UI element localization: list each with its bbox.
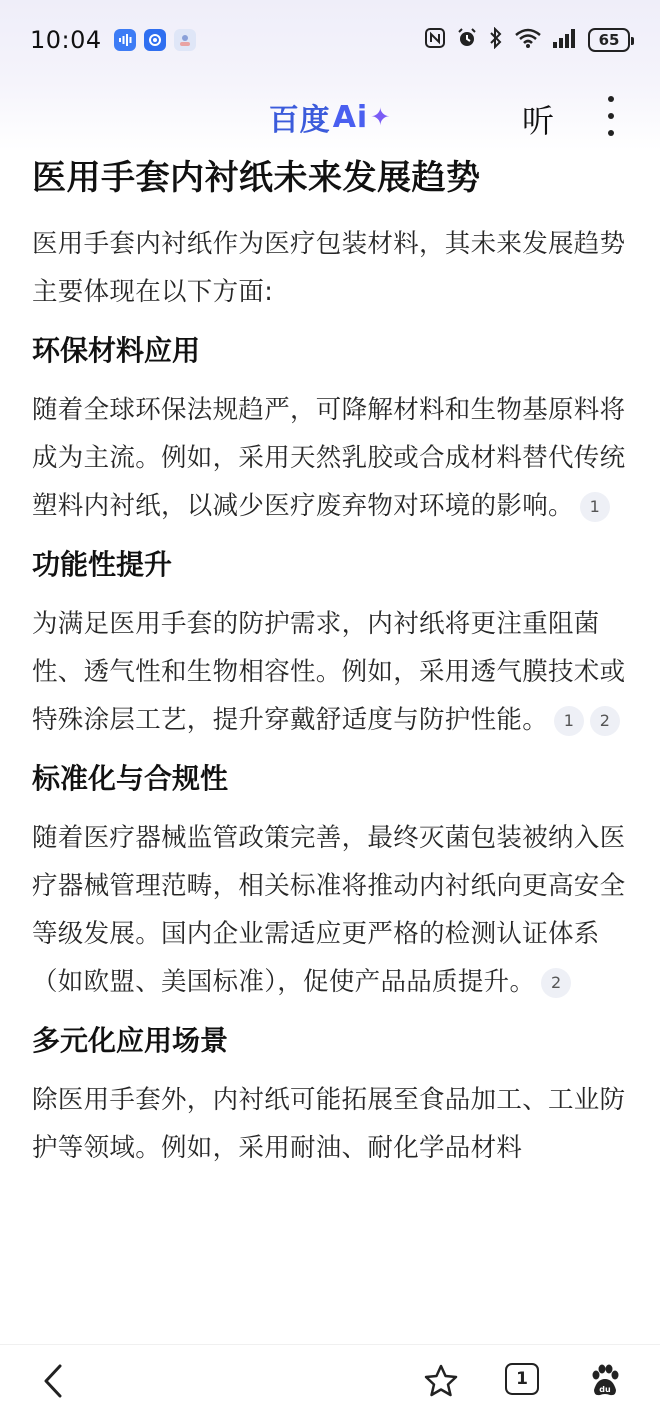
- top-header-area: [0, 0, 660, 150]
- citation-badge[interactable]: 2: [590, 706, 620, 736]
- browser-app-icon: [144, 29, 166, 51]
- more-menu-icon[interactable]: [604, 96, 618, 136]
- citation-badge[interactable]: 2: [541, 968, 571, 998]
- citation-badge[interactable]: 1: [580, 492, 610, 522]
- section-body: [32, 600, 628, 744]
- status-app-icons: [114, 29, 196, 51]
- signal-icon: [552, 27, 578, 53]
- status-indicators: [424, 27, 630, 53]
- section-heading: 多元化应用场景: [32, 1024, 229, 1057]
- favorite-star-icon[interactable]: [422, 1363, 460, 1399]
- sparkle-icon: ✦: [370, 103, 392, 131]
- photo-app-icon: [174, 29, 196, 51]
- nfc-icon: [424, 27, 446, 53]
- section-diverse-scenarios: [32, 1016, 628, 1172]
- section-body-text: 随着医疗器械监管政策完善，最终灭菌包装被纳入医疗器械管理范畴，相关标准将推动内衬纸向更高安全等级发展。国内企业需适应更严格的检测认证体系（如欧盟、美国标准），促使产品品质提升。: [32, 823, 626, 997]
- baidu-paw-icon[interactable]: [587, 1363, 623, 1399]
- section-heading: 标准化与合规性: [32, 762, 229, 795]
- article-intro: 医用手套内衬纸作为医疗包装材料，其未来发展趋势主要体现在以下方面:: [32, 229, 626, 307]
- status-bar: [0, 0, 660, 80]
- battery-indicator: 65: [588, 28, 630, 52]
- bottom-toolbar: [0, 1344, 660, 1420]
- voice-app-icon: [114, 29, 136, 51]
- brand-ai-text: Ai: [332, 99, 369, 135]
- brand-text: 百度: [268, 103, 331, 138]
- citation-badge[interactable]: 1: [554, 706, 584, 736]
- section-body-text: 随着全球环保法规趋严，可降解材料和生物基原料将成为主流。例如，采用天然乳胶或合成材料替代传统塑料内衬纸，以减少医疗废弃物对环境的影响。: [32, 395, 626, 521]
- article-title: 医用手套内衬纸未来发展趋势: [32, 158, 481, 198]
- top-nav-bar: [0, 88, 660, 146]
- baidu-ai-logo[interactable]: [269, 95, 392, 139]
- bluetooth-icon: [488, 27, 504, 53]
- section-standardization: [32, 754, 628, 1006]
- section-eco-materials: [32, 326, 628, 530]
- section-body: 除医用手套外，内衬纸可能拓展至食品加工、工业防护等领域。例如，采用耐油、耐化学品材料: [32, 1085, 626, 1163]
- section-body: [32, 386, 628, 530]
- section-body-text: 为满足医用手套的防护需求，内衬纸将更注重阻菌性、透气性和生物相容性。例如，采用透气膜技术或特殊涂层工艺，提升穿戴舒适度与防护性能。: [32, 609, 626, 735]
- tabs-count-button[interactable]: [505, 1363, 539, 1395]
- alarm-icon: [456, 27, 478, 53]
- section-heading: 环保材料应用: [32, 334, 201, 367]
- section-function-upgrade: [32, 540, 628, 744]
- listen-button[interactable]: 听: [522, 102, 555, 140]
- wifi-icon: [514, 27, 542, 53]
- section-heading: 功能性提升: [32, 548, 173, 581]
- article-content: [32, 150, 628, 1178]
- tabs-count: 1: [505, 1363, 539, 1395]
- section-body: [32, 814, 628, 1006]
- svg-text:du: du: [599, 1385, 611, 1394]
- back-arrow-icon[interactable]: [38, 1363, 70, 1399]
- status-time: 10:04: [30, 26, 102, 54]
